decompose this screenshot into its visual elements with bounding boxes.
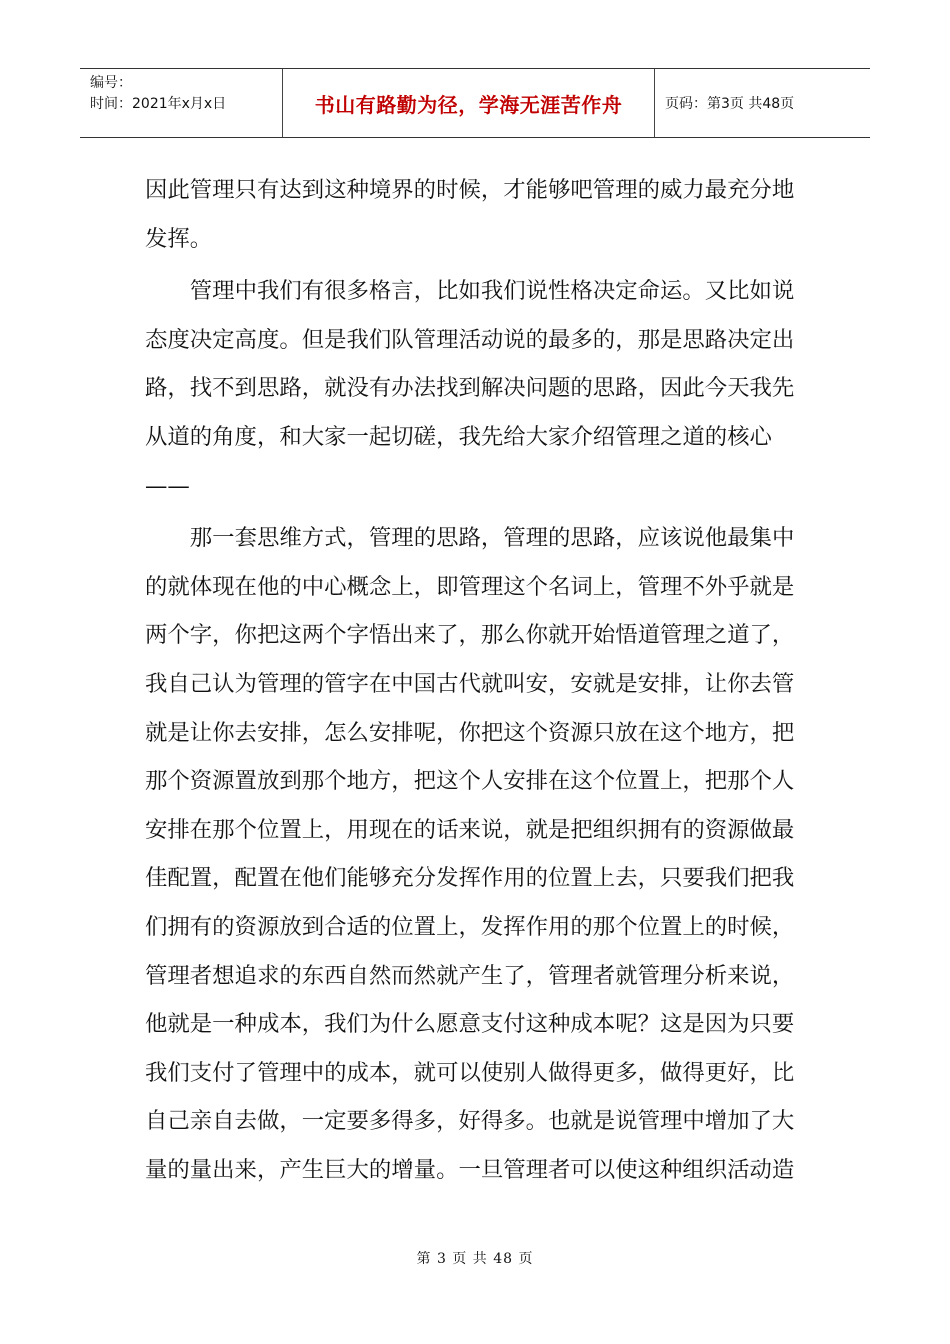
header-motto: 书山有路勤为径，学海无涯苦作舟 bbox=[314, 92, 623, 117]
header-page-info: 页码：第3页 共48页 bbox=[665, 96, 795, 112]
paragraph-management-thinking: 那一套思维方式，管理的思路，管理的思路，应该说他最集中的就体现在他的中心概念上，即管理这个名词上，管理不外乎就是两个字，你把这两个字悟出来了，那么你就开始悟道管理之道了，我自己认为管理的管字在中国古代就叫安，安就是安排，让你去管就是让你去安排，怎么安排呢，你把这个资源只放在这个地方，把那个资源置放到那个地方，把这个人安排在这个位置上，把那个人安排在那个位置上，用现在的话来说，就是把组织拥有的资源做最佳配置，配置在他们能够充分发挥作用的位置上去，只要我们把我们拥有的资源放到合适的位置上，发挥作用的那个位置上的时候，管理者想追求的东西自然而然就产生了，管理者就管理分析来说，他就是一种成本，我们为什么愿意支付这种成本呢？这是因为只要我们支付了管理中的成本，就可以使别人做得更多，做得更好，比自己亲自去做，一定要多得多，好得多。也就是说管理中增加了大量的量出来，产生巨大的增量。一旦管理者可以使这种组织活动造 bbox=[145, 525, 795, 1183]
paragraph-management-maxims: 管理中我们有很多格言，比如我们说性格决定命运。又比如说态度决定高度。但是我们队管理活动说的最多的，那是思路决定出路，找不到思路，就没有办法找到解决问题的思路，因此今天我先从道的角度，和大家一起切磋，我先给大家介绍管理之道的核心—— bbox=[145, 278, 795, 499]
document-date-label: 时间：2021年x月x日 bbox=[90, 96, 227, 112]
page-header bbox=[80, 68, 870, 138]
header-meta-cell bbox=[80, 69, 283, 137]
page-footer: 第 3 页 共 48 页 bbox=[416, 1251, 534, 1267]
document-body bbox=[145, 166, 815, 1198]
document-number-label: 编号： bbox=[90, 75, 132, 91]
paragraph-continuation: 因此管理只有达到这种境界的时候，才能够吧管理的威力最充分地发挥。 bbox=[145, 177, 795, 252]
header-page-cell bbox=[655, 69, 870, 137]
header-motto-cell bbox=[283, 69, 655, 137]
